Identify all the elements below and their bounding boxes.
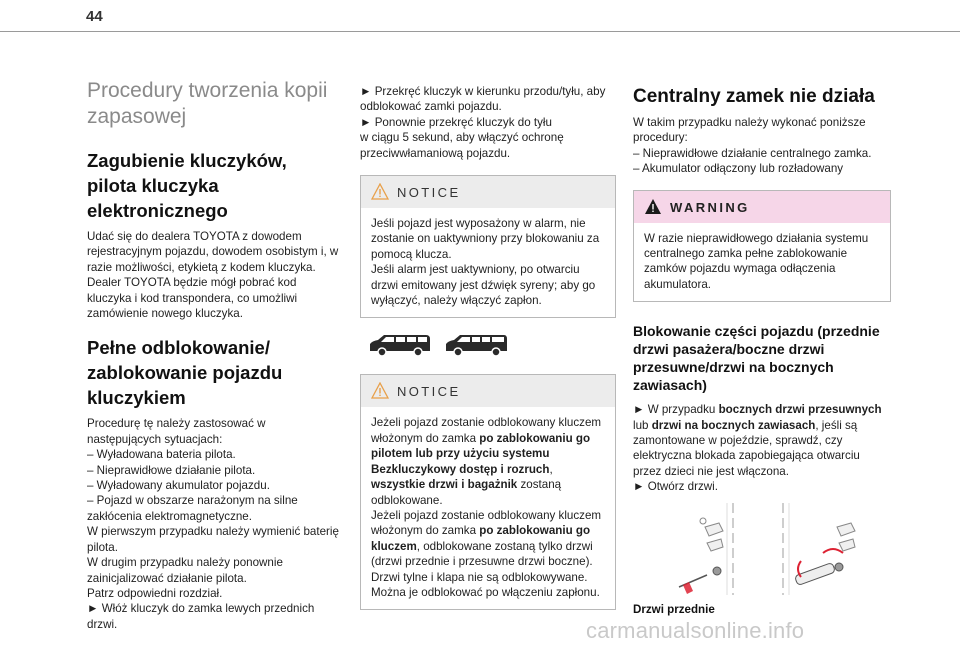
text-line: Jeżeli pojazd zostanie odblokowany kluczem: [371, 416, 602, 430]
text-line: następujących sytuacjach:: [87, 432, 223, 446]
bold-text: Bezkluczykowy dostęp i rozruch: [371, 462, 550, 476]
notice-body: [361, 208, 615, 317]
text-line: elektryczna blokada zapobiegająca otwarciu: [633, 449, 860, 463]
warning-triangle-icon: [371, 382, 389, 399]
text-line: odblokować zamki pojazdu.: [360, 100, 502, 114]
text-line: Udać się do dealera TOYOTA z dowodem: [87, 230, 302, 243]
text-line: [371, 477, 605, 492]
text-line: razie możliwości, etykietą z kodem kluczyka.: [87, 260, 316, 274]
text-run: ► W przypadku: [633, 403, 719, 417]
section-heading-key-lock: [87, 335, 345, 410]
bold-text: bocznych drzwi przesuwnych: [718, 403, 882, 417]
heading-line: zawiasach): [633, 377, 707, 394]
text-line: zamówienie nowego kluczyka.: [87, 307, 243, 321]
text-run: lub: [633, 418, 652, 432]
heading-line: kluczykiem: [87, 387, 186, 409]
door-lock-illustrations: [661, 503, 891, 595]
text-line: W razie nieprawidłowego działania systemu: [644, 231, 869, 245]
text-line: [633, 402, 891, 417]
header-divider: [0, 31, 960, 32]
heading-line: pilota kluczyka: [87, 175, 219, 196]
page-title: [87, 78, 345, 130]
text-line: zamontowane w pojeździe, sprawdź, czy: [633, 434, 843, 448]
text-line: zainicjalizować działanie pilota.: [87, 571, 247, 585]
text-line: – Nieprawidłowe działanie pilota.: [87, 463, 256, 477]
text-line: odblokowane.: [371, 493, 443, 507]
text-line: Jeśli pojazd jest wyposażony w alarm, nie: [371, 217, 586, 231]
text-line: ► Ponownie przekręć kluczyk do tyłu: [360, 115, 552, 129]
lost-keys-text: [87, 229, 345, 321]
notice-body: [361, 407, 615, 609]
text-line: Jeśli alarm jest uaktywniony, po otwarciu: [371, 263, 580, 277]
van-long-icon: [444, 332, 508, 358]
text-line: wyłączyć, należy włączyć zapłon.: [371, 294, 542, 308]
text-line: Jeżeli pojazd zostanie odblokowany kluczem: [371, 508, 602, 522]
notice-box-alarm: [360, 175, 616, 318]
text-line: – Nieprawidłowe działanie centralnego zamka.: [633, 146, 872, 160]
bold-text: kluczem: [371, 539, 417, 553]
bold-text: pilotem lub przy użyciu systemu: [371, 447, 550, 461]
text-line: W pierwszym przypadku należy wymienić baterię: [87, 525, 339, 539]
text-line: W takim przypadku należy wykonać poniższe: [633, 116, 866, 129]
text-line: w ciągu 5 sekund, aby włączyć ochronę: [360, 131, 564, 145]
column-3: [633, 84, 891, 619]
text-run: , odblokowane zostaną tylko drzwi: [416, 539, 593, 553]
text-line: akumulatora.: [644, 277, 712, 291]
text-line: centralnego zamka pełne zablokowanie: [644, 247, 848, 261]
key-lock-text: [87, 416, 345, 632]
text-line: przez dzieci nie jest włączona.: [633, 464, 789, 478]
text-line: – Akumulator odłączony lub rozładowany: [633, 162, 844, 176]
door-illustration-left: [661, 503, 757, 595]
text-run: włożonym do zamka: [371, 524, 480, 538]
child-lock-door-icon: [661, 503, 757, 595]
text-line: ► Otwórz drzwi.: [633, 480, 718, 494]
page-title-line: zapasowej: [87, 105, 187, 128]
section-heading-central-lock: Centralny zamek nie działa: [633, 86, 875, 107]
text-line: Można je odblokować po włączeniu zapłonu.: [371, 585, 600, 599]
text-line: Dealer TOYOTA będzie mógł pobrać kod: [87, 276, 297, 290]
text-line: Patrz odpowiedni rozdział.: [87, 586, 223, 600]
bold-text: wszystkie drzwi i bagażnik: [371, 478, 518, 492]
text-line: rejestracyjnym pojazdu, dowodem osobistym i, w: [87, 245, 339, 259]
text-line: Drzwi tylne i klapa nie są odblokowywane.: [371, 570, 588, 584]
text-line: ► Przekręć kluczyk w kierunku przodu/tyłu, aby: [360, 85, 606, 98]
central-lock-intro: [633, 115, 891, 177]
heading-line: Zagubienie kluczyków,: [87, 150, 287, 171]
notice-title: NOTICE: [397, 384, 461, 400]
text-line: [371, 523, 605, 538]
heading-line: Blokowanie części pojazdu (przednie: [633, 323, 880, 340]
column-1: [87, 78, 345, 632]
text-line: procedury:: [633, 131, 688, 145]
heading-line: zablokowanie pojazdu: [87, 362, 283, 384]
text-line: przeciwwłamaniową pojazdu.: [360, 146, 511, 160]
text-line: Procedurę tę należy zastosować w: [87, 417, 266, 431]
bold-text: drzwi na bocznych zawiasach: [651, 418, 816, 432]
text-run: , jeśli są: [815, 418, 858, 432]
text-line: W drugim przypadku należy ponownie: [87, 556, 283, 570]
watermark: carmanualsonline.info: [586, 618, 805, 643]
bold-text: po zablokowaniu go: [479, 431, 591, 445]
text-line: drzwi emitowany jest dźwięk syreny; aby go: [371, 278, 596, 292]
text-line: drzwi.: [87, 617, 118, 631]
heading-line: przesuwne/drzwi na bocznych: [633, 359, 834, 376]
heading-line: Pełne odblokowanie/: [87, 337, 270, 359]
warning-triangle-icon: [371, 183, 389, 200]
warning-box: [633, 190, 891, 303]
child-lock-key-icon: [777, 503, 873, 595]
text-line: zakłócenia elektromagnetyczne.: [87, 509, 252, 523]
warning-body: [634, 223, 890, 302]
vehicle-illustrations: [368, 332, 616, 358]
text-line: – Wyładowany akumulator pojazdu.: [87, 479, 270, 493]
text-line: ► Włóż kluczyk do zamka lewych przednich: [87, 602, 315, 616]
text-line: – Pojazd w obszarze narażonym na silne: [87, 494, 298, 508]
text-line: zamków pojazdu wymaga odłączenia: [644, 262, 836, 276]
notice-title: NOTICE: [397, 185, 461, 201]
van-short-icon: [368, 332, 432, 358]
notice-box-unlocking: [360, 374, 616, 610]
column-2: [360, 84, 616, 610]
notice-header: [361, 176, 615, 208]
page-number: 44: [86, 8, 103, 25]
text-line: (drzwi przednie i przesuwne drzwi boczne).: [371, 555, 593, 569]
door-illustration-right: [777, 503, 873, 595]
text-line: [371, 431, 605, 446]
bold-text: po zablokowaniu go: [479, 524, 591, 538]
warning-header: [634, 191, 890, 223]
text-line: [371, 539, 605, 554]
text-line: – Wyładowana bateria pilota.: [87, 448, 236, 462]
text-line: pilota.: [87, 540, 118, 554]
text-line: [371, 462, 605, 477]
text-line: zostanie on uaktywniony przy blokowaniu za: [371, 232, 600, 246]
partial-lock-text: [633, 402, 891, 494]
text-run: ,: [549, 462, 553, 476]
heading-line: drzwi pasażera/boczne drzwi: [633, 341, 825, 358]
page-title-line: Procedury tworzenia kopii: [87, 79, 328, 102]
notice-header: [361, 375, 615, 407]
warning-title: WARNING: [670, 199, 750, 215]
section-heading-partial-lock: [633, 322, 891, 394]
text-run: zostaną: [517, 478, 562, 492]
warning-triangle-icon: [644, 198, 662, 215]
figure-caption: Drzwi przednie: [633, 602, 715, 616]
text-line: pomocą klucza.: [371, 247, 452, 261]
text-line: kluczyka i kod transpondera, co umożliwi: [87, 291, 298, 305]
text-line: [633, 418, 891, 433]
text-run: włożonym do zamka: [371, 431, 480, 445]
key-turn-steps: [360, 84, 616, 161]
heading-line: elektronicznego: [87, 200, 228, 221]
section-heading-lost-keys: [87, 148, 345, 223]
